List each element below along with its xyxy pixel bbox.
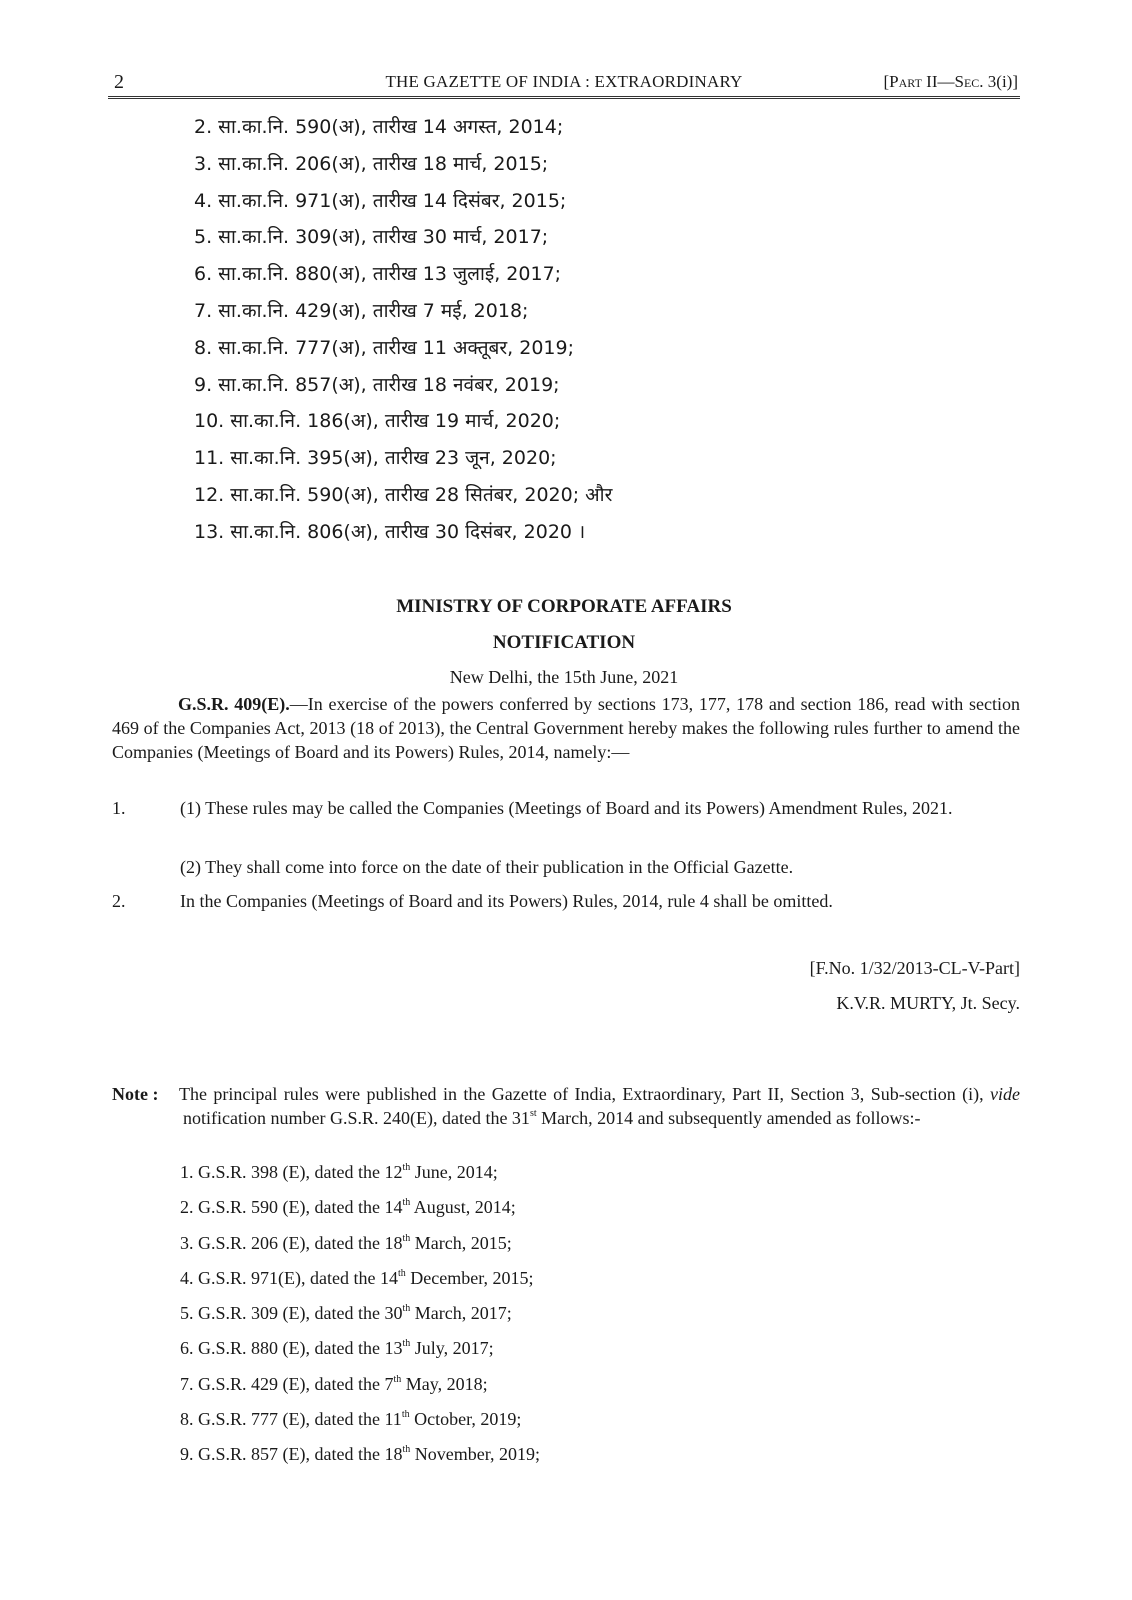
- list-item: 13. सा.का.नि. 806(अ), तारीख 30 दिसंबर, 2020 ।: [194, 520, 586, 543]
- english-amendment-list: [180, 1160, 540, 1478]
- note-label: Note :: [112, 1084, 159, 1104]
- rule-1: 1. (1) These rules may be called the Companies (Meetings of Board and its Powers) Amendment Rules, 2021.: [112, 798, 953, 818]
- list-item: 5. G.S.R. 309 (E), dated the 30th March, 2017;: [180, 1303, 512, 1324]
- list-item: 4. सा.का.नि. 971(अ), तारीख 14 दिसंबर, 2015;: [194, 189, 567, 212]
- list-item: 9. G.S.R. 857 (E), dated the 18th November, 2019;: [180, 1444, 541, 1465]
- list-item: 8. G.S.R. 777 (E), dated the 11th October, 2019;: [180, 1409, 522, 1430]
- file-number: [F.No. 1/32/2013-CL-V-Part]: [809, 958, 1020, 978]
- list-item: 3. G.S.R. 206 (E), dated the 18th March, 2015;: [180, 1232, 512, 1253]
- notification-heading: NOTIFICATION: [492, 632, 636, 653]
- note-block: [112, 1082, 1020, 1130]
- rule-2: 2. In the Companies (Meetings of Board and its Powers) Rules, 2014, rule 4 shall be omitted.: [112, 891, 833, 911]
- page-header: [108, 70, 1020, 99]
- note-text: The principal rules were published in the Gazette of India, Extraordinary, Part II, Section 3, Sub-section (i), vide notification number G.S.R. 240(E), dated the 31st March, 2014 and subsequently amended as follows:-: [179, 1084, 1020, 1128]
- hindi-amendment-list: [194, 114, 612, 556]
- list-item: 10. सा.का.नि. 186(अ), तारीख 19 मार्च, 2020;: [194, 410, 561, 433]
- part-section-label: [Part II—Sec. 3(i)]: [883, 72, 1018, 91]
- place-date: New Delhi, the 15th June, 2021: [449, 667, 679, 687]
- gsr-number: G.S.R. 409(E).: [178, 694, 290, 714]
- list-item: 6. G.S.R. 880 (E), dated the 13th July, 2017;: [180, 1338, 494, 1359]
- list-item: 9. सा.का.नि. 857(अ), तारीख 18 नवंबर, 2019;: [194, 373, 560, 396]
- list-item: 3. सा.का.नि. 206(अ), तारीख 18 मार्च, 2015;: [194, 152, 549, 175]
- list-item: 2. सा.का.नि. 590(अ), तारीख 14 अगस्त, 2014;: [194, 116, 564, 138]
- list-item: 7. G.S.R. 429 (E), dated the 7th May, 2018;: [180, 1373, 488, 1394]
- list-item: 12. सा.का.नि. 590(अ), तारीख 28 सितंबर, 2020; और: [194, 483, 613, 506]
- list-item: 2. G.S.R. 590 (E), dated the 14th August, 2014;: [180, 1197, 516, 1218]
- list-item: 4. G.S.R. 971(E), dated the 14th December, 2015;: [180, 1267, 534, 1288]
- signatory: K.V.R. MURTY, Jt. Secy.: [836, 993, 1020, 1013]
- rule-1-sub-2: (2) They shall come into force on the date of their publication in the Official Gazette.: [180, 857, 794, 877]
- gazette-title: THE GAZETTE OF INDIA : EXTRAORDINARY: [385, 72, 743, 91]
- list-item: 8. सा.का.नि. 777(अ), तारीख 11 अक्तूबर, 2019;: [194, 336, 574, 359]
- page-number: 2: [114, 71, 124, 93]
- list-item: 7. सा.का.नि. 429(अ), तारीख 7 मई, 2018;: [194, 299, 529, 322]
- list-item: 6. सा.का.नि. 880(अ), तारीख 13 जुलाई, 2017;: [194, 263, 562, 286]
- list-item: 1. G.S.R. 398 (E), dated the 12th June, 2014;: [180, 1162, 498, 1182]
- notification-intro: G.S.R. 409(E).—In exercise of the powers conferred by sections 173, 177, 178 and section 186, read with section 469 of the Companies Act, 2013 (18 of 2013), the Central Government hereby makes the following rules further to amend the Companies (Meetings of Board and its Powers) Rules, 2014, namely:—: [112, 694, 1021, 762]
- list-item: 11. सा.का.नि. 395(अ), तारीख 23 जून, 2020;: [194, 447, 557, 470]
- list-item: 5. सा.का.नि. 309(अ), तारीख 30 मार्च, 2017;: [194, 226, 549, 249]
- ministry-heading: MINISTRY OF CORPORATE AFFAIRS: [396, 596, 732, 617]
